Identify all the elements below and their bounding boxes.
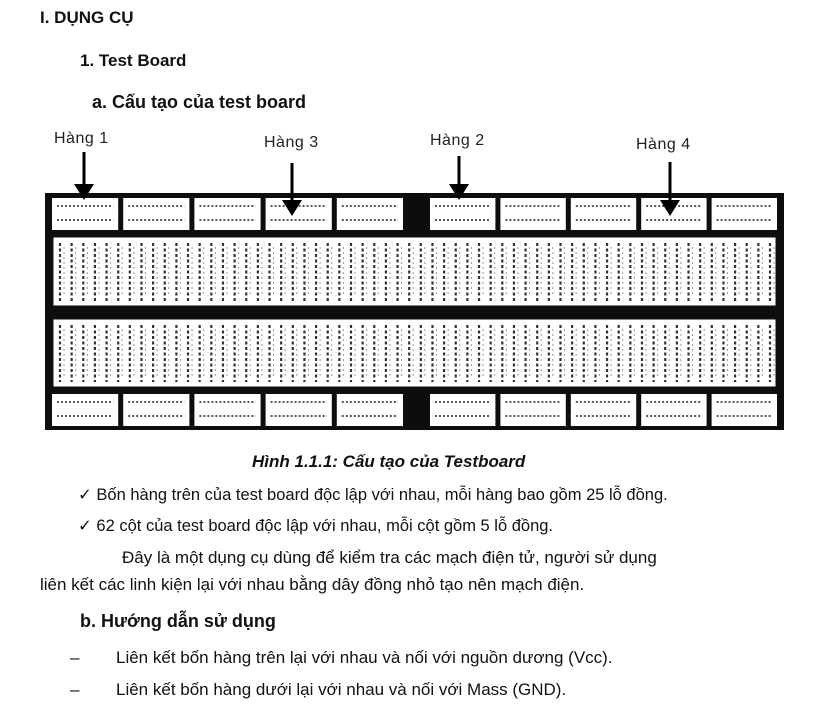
instruction-item-2 (70, 680, 566, 700)
rail-group (430, 198, 495, 230)
breadboard (45, 193, 784, 430)
checklist-item-2 (78, 516, 553, 536)
dash-marker: – (70, 648, 80, 667)
paragraph-line-1: Đây là một dụng cụ dùng để kiểm tra các mạch điện tử, người sử dụng (122, 548, 657, 567)
rail-group (500, 394, 565, 426)
arrow-row-1 (74, 152, 94, 200)
upper-terminal-strip (53, 237, 776, 306)
part-b-heading: b. Hướng dẫn sử dụng (80, 611, 276, 631)
subsection-heading: 1. Test Board (80, 51, 187, 70)
checklist-text: 62 cột của test board độc lập với nhau, mỗi cột gồm 5 lỗ đồng. (96, 517, 554, 535)
rail-group (123, 198, 189, 230)
instruction-item-1 (70, 648, 613, 668)
row-label-1: Hàng 1 (54, 130, 109, 147)
lower-terminal-strip (53, 319, 776, 387)
section-heading: I. DỤNG CỤ (40, 8, 134, 27)
row-label-4: Hàng 4 (636, 136, 691, 153)
rail-group (641, 394, 706, 426)
rail-group (194, 198, 260, 230)
paragraph-line-2: liên kết các linh kiện lại với nhau bằng dây đồng nhỏ tạo nên mạch điện. (40, 575, 585, 594)
rail-group (571, 394, 636, 426)
rail-group (712, 198, 777, 230)
rail-group (337, 394, 403, 426)
rail-group (500, 198, 565, 230)
rail-group (571, 198, 636, 230)
checklist-item-1 (78, 485, 668, 505)
instruction-text: Liên kết bốn hàng dưới lại với nhau và nối với Mass (GND). (116, 680, 567, 699)
rail-group (337, 198, 403, 230)
rail-group (266, 394, 332, 426)
rail-group (52, 394, 118, 426)
rail-group (712, 394, 777, 426)
instruction-text: Liên kết bốn hàng trên lại với nhau và nối với nguồn dương (Vcc). (116, 648, 613, 667)
figure-caption: Hình 1.1.1: Cấu tạo của Testboard (252, 452, 526, 471)
rail-group (194, 394, 260, 426)
row-label-2: Hàng 2 (430, 132, 485, 149)
rail-group (430, 394, 495, 426)
part-a-heading: a. Cấu tạo của test board (92, 92, 307, 112)
checklist-text: Bốn hàng trên của test board độc lập với nhau, mỗi hàng bao gồm 25 lỗ đồng. (96, 486, 668, 504)
rail-group (123, 394, 189, 426)
check-icon: ✓ (78, 486, 92, 504)
check-icon: ✓ (78, 517, 92, 535)
rail-group (52, 198, 118, 230)
dash-marker: – (70, 680, 80, 699)
row-label-3: Hàng 3 (264, 134, 319, 151)
